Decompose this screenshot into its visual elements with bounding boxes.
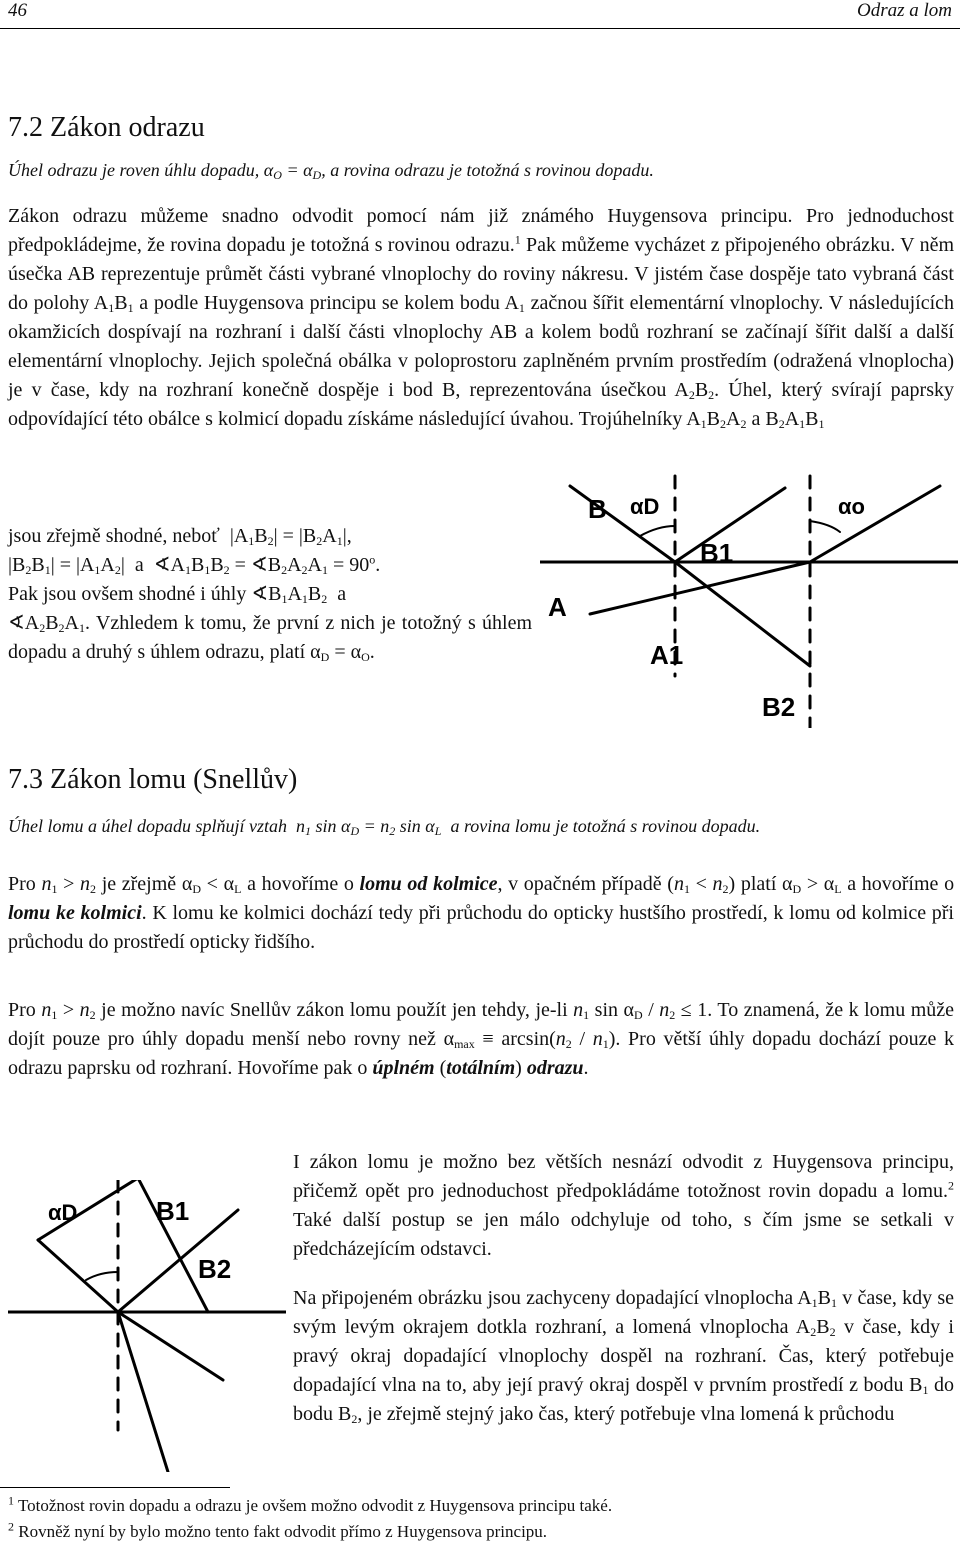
label-alphaO: αo [838,494,865,519]
term-total-2: totálním [446,1057,516,1079]
law-eq: = α [281,160,313,180]
section-title-refraction: 7.3 Zákon lomu (Snellův) [8,764,298,795]
footnote-2 [8,1520,948,1544]
para-text: a B [746,408,779,430]
footnote-1 [8,1494,948,1518]
label-A: A [548,592,567,622]
para-text: Na připojeném obrázku jsou zachyceny dopadající vlnoplocha A [293,1287,812,1309]
para-text: . To znamená, že k lomu může dojít pouze pro úhly dopadu menší nebo rovny než [8,999,955,1050]
reflection-figure [540,466,958,728]
para-text: v čase, kdy se svým levým okrajem dotkla rozhraní, a lomená vlnoplocha A [293,1287,954,1338]
label-B: B [588,494,607,524]
section-title-reflection: 7.2 Zákon odrazu [8,112,205,143]
para-text: platí [740,873,777,895]
page-number: 46 [8,0,27,21]
para-text: B [114,292,128,314]
para-text: je možno navíc Snellův zákon lomu použít jen tehdy, je-li [101,999,568,1021]
footnote-mark: 2 [8,1519,14,1534]
law-text: Úhel lomu a úhel dopadu splňují vztah [8,816,287,836]
term-total: úplném [372,1057,435,1079]
sub-O: O [273,168,282,182]
refraction-paragraph-2: Pro $n_1 > n_2$ je možno navíc Snellův zákon lomu použít jen tehdy, je-li $n_1$ $\sin \alpha_D / n_2 \le 1$. To znamená, že k lomu může dojít pouze pro úhly dopadu menší nebo rovny než $\alpha_{max} \equiv \arcsin(n_2 / n_1)$. Pro větší úhly dopadu dochází pouze k odrazu paprsku od rozhraní. Hovoříme pak o úplném (totálním) odrazu. [8,999,955,1079]
snell-law: Úhel lomu a úhel dopadu splňují vztah $n_1$ $\sin \alpha_D = n_2$ $\sin \alpha_L$ a rovina lomu je totožná s rovinou dopadu. [8,816,761,838]
para-text: . Vzhledem k tomu, že první z nich je totožný s úhlem dopadu a druhý s úhlem odrazu, platí [8,612,532,663]
running-title: Odraz a lom [856,0,952,21]
arc-aD [640,526,675,536]
para-text: je zřejmě [101,873,177,895]
refraction-paragraph-4: Na připojeném obrázku jsou zachyceny dopadající vlnoplocha $A_1B_1$ v čase, kdy se svým levým okrajem dotkla rozhraní, a lomená vlnoplocha $A_2B_2$ v čase, kdy i pravý okraj dopadající vlnoplochy dospěl na rozhraní. Čas, který potřebuje dopadající vlna na to, aby její pravý okraj dospěl v prvním prostředí z bodu $B_1$ do bodu $B_2$, je zřejmě stejný jako čas, který potřebuje vlna lomená k průchodu [293,1287,955,1426]
para-text: . Úhel, který svírají paprsky odpovídající této obálce s kolmicí dopadu získáme následující úvahou. Trojúhelníky A [8,379,954,430]
para-text: jsou zřejmě shodné, neboť [8,525,220,547]
para-text: ( [439,1057,447,1079]
para-text: I zákon lomu je možno bez větších nesnází odvodit z Huygensova principu, přičemž opět pro jednoduchost předpokládáme totožnost rovin dopadu a lomu. [293,1151,954,1202]
para-text: a podle Huygensova principu se kolem bodu A [133,292,519,314]
arc-aO [810,521,840,532]
ninety: = 90 [332,554,370,576]
refraction-figure [8,1180,286,1472]
arc-aD-2 [86,1272,118,1280]
label-A1: A1 [650,640,684,670]
sub-D: D [312,168,322,182]
label-B1: B1 [700,538,734,568]
degree: o [369,552,376,567]
footnote-text: Rovněž nyní by bylo možno tento fakt odvodit přímo z Huygensova principu. [18,1522,548,1541]
para-text: Zákon odrazu můžeme snadno odvodit pomocí nám již známého Huygensova principu. Pro jednoduchost předpokládejme, že rovina dopadu je totožná s rovinou odrazu. [8,205,954,256]
reflection-paragraph-top: Zákon odrazu můžeme snadno odvodit pomocí nám již známého Huygensova principu. Pro jednoduchost předpokládejme, že rovina dopadu je totožná s rovinou odrazu.$^1$ Pak můžeme vycházet z připojeného obrázku. V něm úsečka AB reprezentuje průmět části vybrané vlnoplochy do roviny nákresu. V jistém čase dospěje tato vybraná část do polohy $A_1B_1$ a podle Huygensova principu se kolem bodu $A_1$ začnou šířit elementární vlnoplochy. V následujících okamžicích dospívají na rozhraní i další části vlnoplochy AB a kolem bodů rozhraní se začínají šířit další a další elementární vlnoplochy. Jejich společná obálka v poloprostoru zaplněném prvním prostředím (odražená vlnoplocha) je v čase, kdy na rozhraní konečně dospěje i bod B, reprezentována úsečkou $A_2B_2$. Úhel, který svírají paprsky odpovídající této obálce s kolmicí dopadu získáme následující úvahou. Trojúhelníky $A_1B_2A_2$ a $B_2A_1B_1$ [8,205,954,431]
para-text: Pro [8,873,36,895]
para-text: a hovoříme o [247,873,354,895]
para-text: a hovoříme o [847,873,955,895]
label-alphaD-2: αD [48,1200,78,1225]
law-text: Úhel odrazu je roven úhlu dopadu, α [8,160,274,180]
refraction-paragraph-1: Pro $n_1 > n_2$ je zřejmě $\alpha_D < \alpha_L$ a hovoříme o lomu od kolmice, v opačném případě $(n_1 < n_2)$ platí $\alpha_D > \alpha_L$ a hovoříme o lomu ke kolmici. K lomu ke kolmici dochází tedy při průchodu do opticky hustšího prostředí, k lomu od kolmice při průchodu do prostředí opticky řidšího. [8,873,955,953]
footnote-mark: 1 [8,1493,14,1508]
para-text: v čase, kdy i pravý okraj dopadající vlnoplochy dospěl na rozhraní. Čas, který potřebuje dopadající vlna na to, aby její pravý okraj dospěl v prvním prostředí z bodu B [293,1316,954,1396]
ray-right [810,486,940,562]
law-text: a rovina lomu je totožná s rovinou dopadu. [450,816,761,836]
label-B1-2: B1 [156,1196,190,1226]
para-text: Pak jsou ovšem shodné i úhly [8,583,247,605]
para-text: α [305,641,321,663]
para-text: ) [515,1057,522,1079]
para-text: , v opačném případě [497,873,662,895]
reflection-law [8,160,958,181]
para-text: Pak můžeme vycházet z připojeného obrázku. V něm úsečka AB reprezentuje průmět části vybrané vlnoplochy do roviny nákresu. V jistém čase dospěje tato vybraná část do polohy A [8,234,954,314]
label-alphaD: αD [630,494,660,519]
para-text: a [337,583,347,605]
para-text: Pro [8,999,36,1021]
refracted-front [118,1312,223,1380]
term-reflection: odrazu [526,1057,584,1079]
header-rule [0,28,960,29]
para-text: . [583,1057,589,1079]
term-away: lomu od kolmice [359,873,498,895]
para-text: B [817,1287,831,1309]
footnote-ref-1[interactable]: 1 [514,232,521,247]
reflection-paragraph-left: jsou zřejmě shodné, neboť $|A_1B_2| = |B_2A_1|$, $|B_2B_1| = |A_1A_2|$ a $∢A_1B_1B_2$ = $∢B_2A_2A_1 = 90^o$. Pak jsou ovšem shodné i úhly $∢B_1A_1B_2$ a $∢A_2B_2A_1$. Vzhledem k tomu, že první z nich je totožný s úhlem dopadu a druhý s úhlem odrazu, platí $\alpha_D = \alpha_O$. [8,525,532,664]
para-text: . [369,641,375,663]
para-text: . K lomu ke kolmici dochází tedy při průchodu do opticky hustšího prostředí, k lomu od kolmice při průchodu do prostředí opticky řidšího. [8,902,954,953]
para-text: do bodu B [293,1374,955,1425]
refraction-paragraph-3 [293,1148,954,1264]
running-header [8,0,952,24]
footnote-text: Totožnost rovin dopadu a odrazu je ovšem možno odvodit z Huygensova principu také. [17,1496,613,1515]
para-text: a [134,554,144,576]
term-toward: lomu ke kolmici [8,902,142,924]
footnote-ref-2[interactable]: 2 [948,1178,954,1193]
para-text: začnou šířit elementární vlnoplochy. V následujících okamžicích dospívají na rozhraní i další části vlnoplochy AB a kolem bodů rozhraní se začínají šířit další a další elementární vlnoplochy. Jejich společná obálka v poloprostoru zaplněném prvním prostředím (odražená vlnoplocha) je v čase, kdy na rozhraní konečně dospěje i bod B, reprezentována úsečkou A [8,292,954,401]
para-text: Také další postup se jen málo odchyluje od toho, s čím jsme se setkali v předcházejícím odstavci. [293,1209,954,1260]
para-text: , je zřejmě stejný jako čas, který potřebuje vlna lomená k průchodu [357,1403,895,1425]
law-rest: , a rovina odrazu je totožná s rovinou dopadu. [321,160,654,180]
ray-refracted [118,1312,168,1472]
label-B2: B2 [762,692,796,722]
label-B2-2: B2 [198,1254,232,1284]
ray-incident-2 [38,1240,118,1312]
para-text: . Pro větší úhly dopadu dochází pouze k odrazu paprsku od rozhraní. Hovoříme pak o [8,1028,954,1079]
para-text: = α [329,641,362,663]
footnote-rule [0,1487,230,1488]
wavefront-AB [590,562,810,614]
